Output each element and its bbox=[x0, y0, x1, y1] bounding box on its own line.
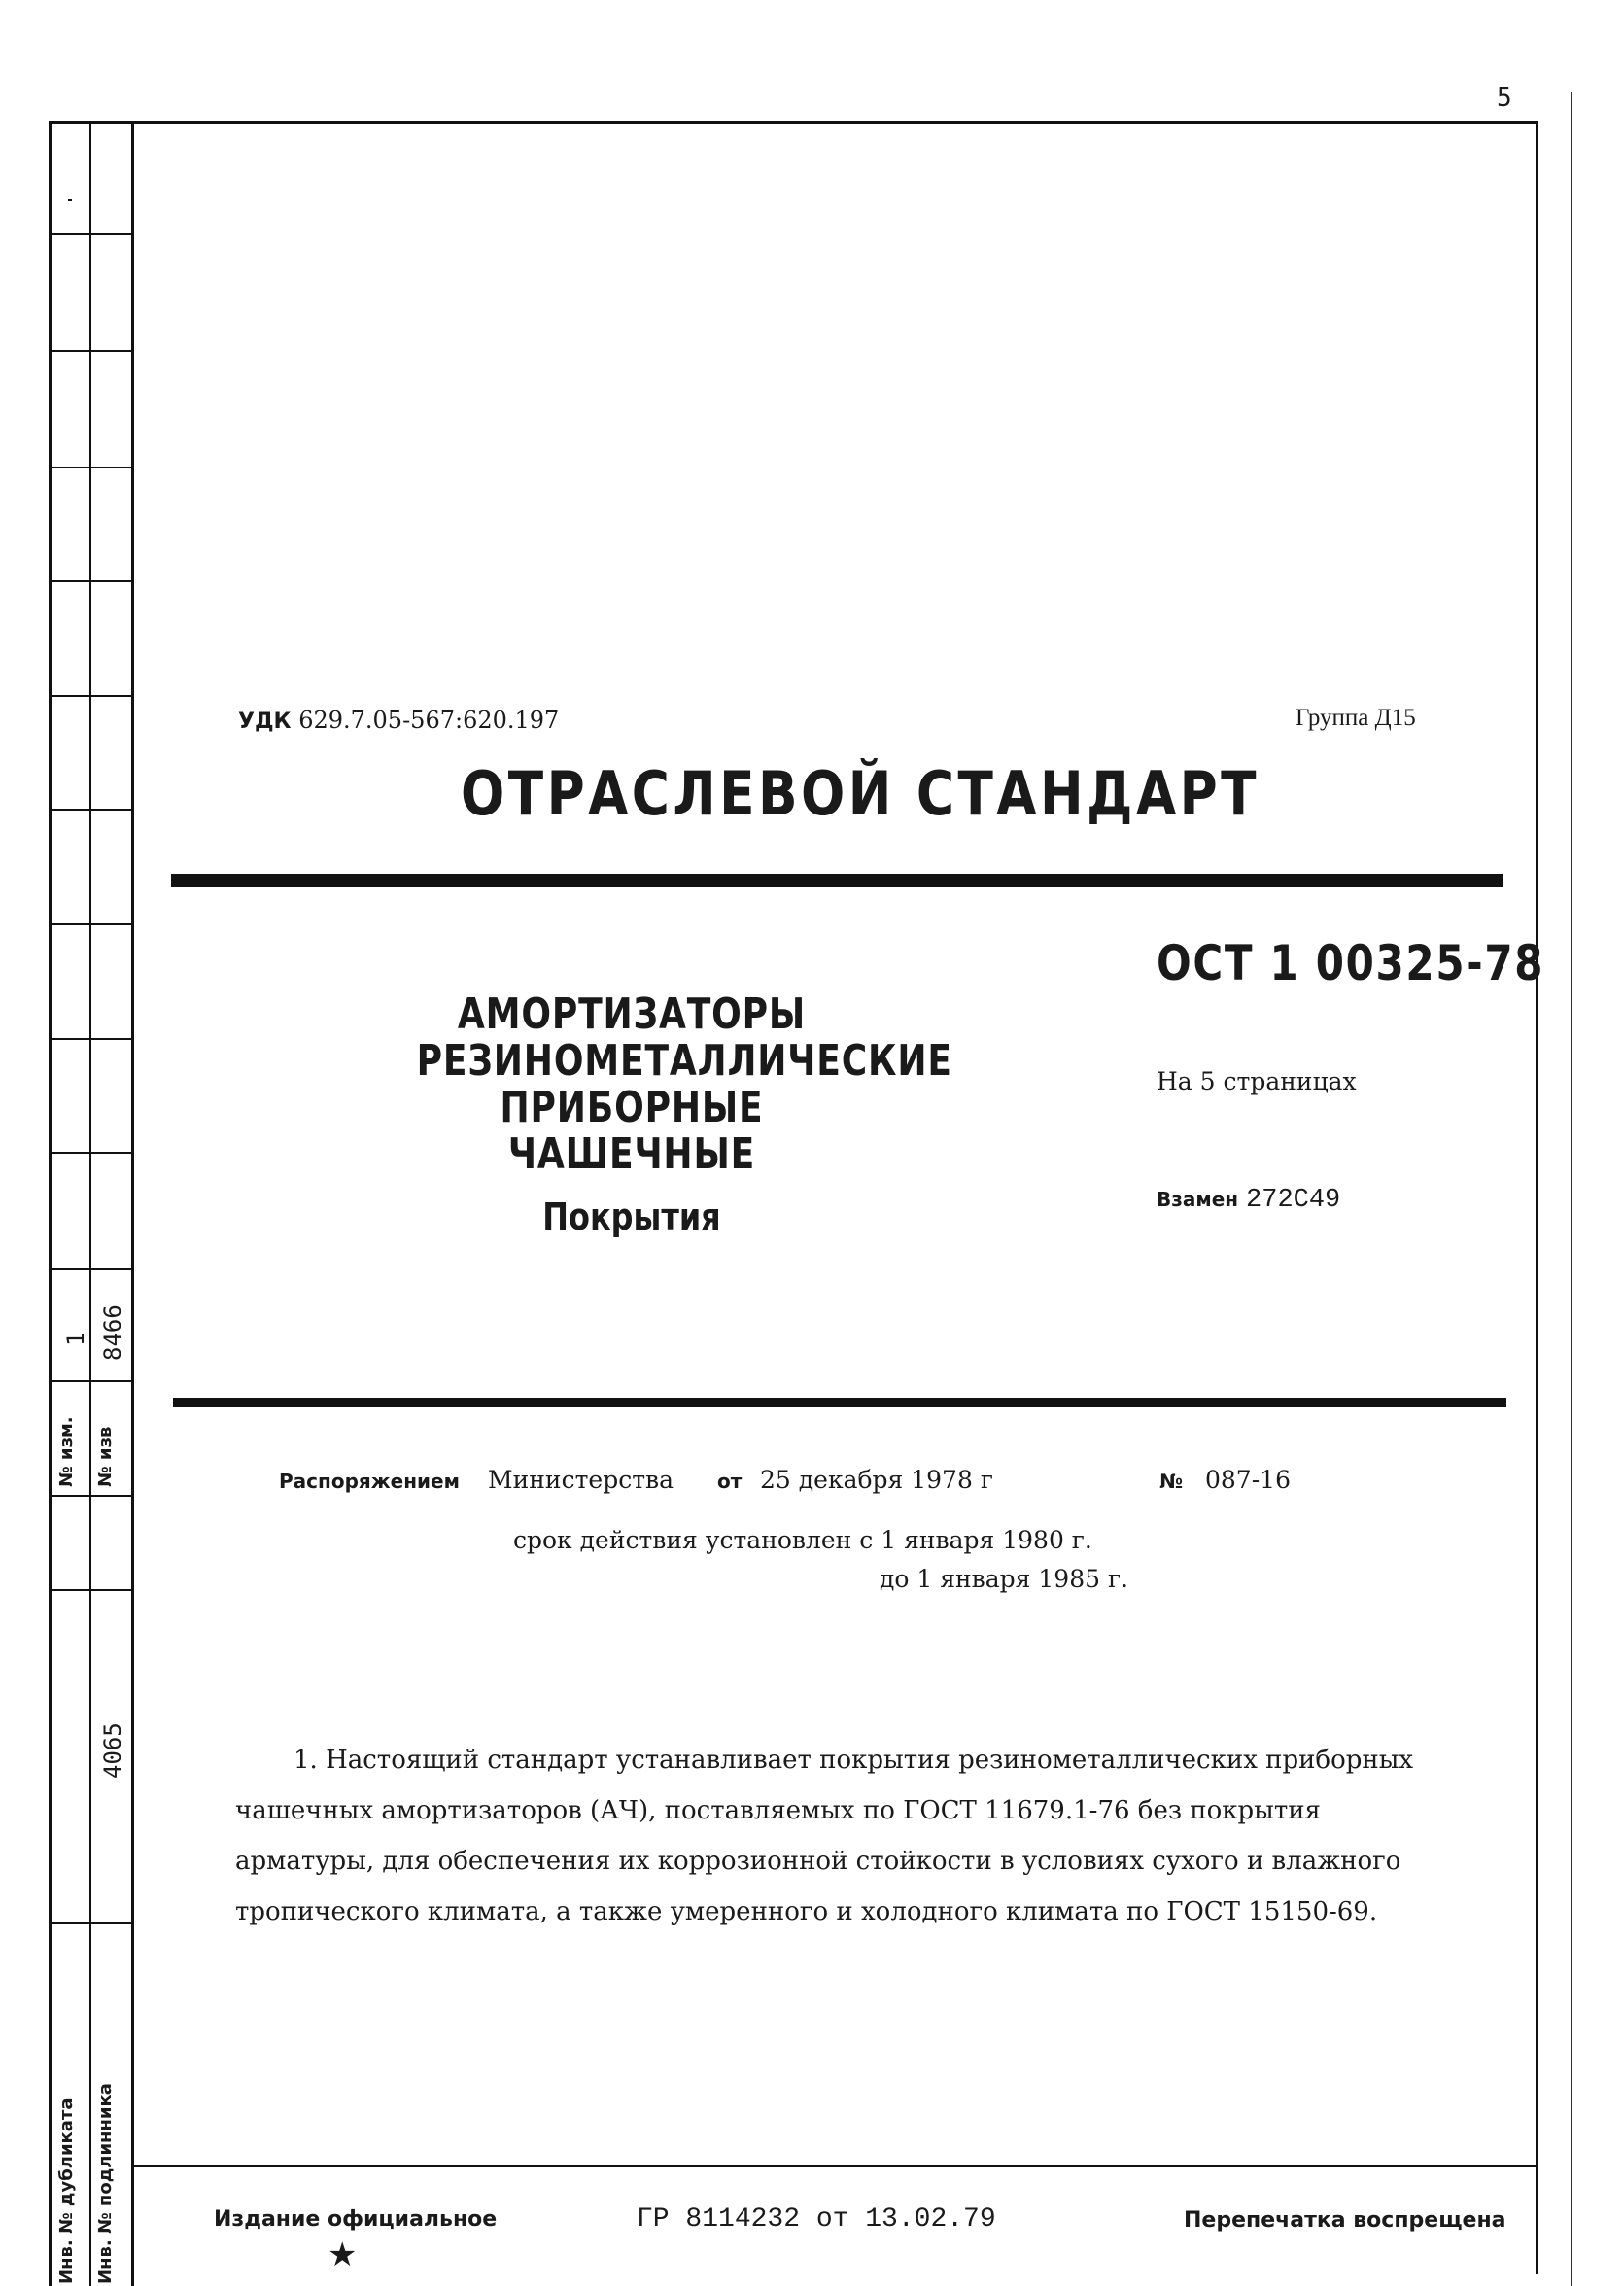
change-number-label: № изм. bbox=[56, 1416, 77, 1487]
replaces-label: Взамен bbox=[1157, 1188, 1239, 1211]
frame-top bbox=[49, 121, 1538, 124]
margin-row bbox=[49, 233, 132, 235]
margin-row bbox=[49, 923, 132, 925]
registration-number: ГР 8114232 от 13.02.79 bbox=[637, 2204, 996, 2234]
margin-row bbox=[49, 467, 132, 468]
margin-row bbox=[49, 580, 132, 582]
page-title: ОТРАСЛЕВОЙ СТАНДАРТ bbox=[461, 758, 1260, 829]
paragraph-line: чашечных амортизаторов (АЧ), поставляемых по ГОСТ 11679.1-76 без покрытия bbox=[235, 1796, 1321, 1825]
group-code: Группа Д15 bbox=[1296, 705, 1416, 731]
validity-from: срок действия установлен с 1 января 1980 г. bbox=[513, 1526, 1092, 1554]
change-number-value: 1 bbox=[62, 1332, 89, 1346]
standard-number: ОСТ 1 00325-78 bbox=[1157, 935, 1545, 991]
thick-rule-top bbox=[171, 874, 1503, 887]
margin-row bbox=[49, 1589, 132, 1591]
paragraph-line: тропического климата, а также умеренного и холодного климата по ГОСТ 15150-69. bbox=[235, 1897, 1378, 1926]
margin-row bbox=[49, 1268, 132, 1270]
title-line: ПРИБОРНЫЕ ЧАШЕЧНЫЕ bbox=[500, 1083, 764, 1179]
page-count: На 5 страницах bbox=[1157, 1067, 1357, 1095]
replaces-value: 272С49 bbox=[1246, 1186, 1341, 1215]
star-icon: ★ bbox=[328, 2235, 358, 2274]
standard-subtitle: Покрытия bbox=[542, 1195, 721, 1238]
order-date: 25 декабря 1978 г bbox=[760, 1466, 993, 1494]
margin-row bbox=[49, 1038, 132, 1040]
duplicate-inventory-label: Инв. № дубликата bbox=[56, 2097, 77, 2284]
margin-row bbox=[49, 1922, 132, 1924]
frame-right bbox=[1536, 121, 1538, 2274]
udk-value: 629.7.05-567:620.197 bbox=[298, 707, 560, 734]
thick-rule-bottom bbox=[173, 1398, 1506, 1407]
udk-label: УДК bbox=[238, 710, 292, 734]
reprint-notice: Перепечатка воспрещена bbox=[1184, 2208, 1506, 2233]
paragraph-line: 1. Настоящий стандарт устанавливает покрытия резинометаллических приборных bbox=[294, 1746, 1414, 1775]
margin-row bbox=[49, 1152, 132, 1154]
standard-title bbox=[369, 989, 952, 1238]
order-number-sign: № bbox=[1159, 1470, 1184, 1493]
page-number: 5 bbox=[1497, 84, 1512, 113]
replaces-line bbox=[1157, 1184, 1340, 1215]
title-line: АМОРТИЗАТОРЫ bbox=[457, 989, 807, 1039]
original-inventory-value: 4065 bbox=[99, 1722, 126, 1779]
notice-number-value: 8466 bbox=[99, 1304, 126, 1361]
margin-col-1 bbox=[49, 121, 52, 2286]
margin-row bbox=[49, 695, 132, 697]
margin-row bbox=[49, 809, 132, 811]
order-ministry: Министерства bbox=[488, 1466, 674, 1494]
order-label: Распоряжением bbox=[279, 1470, 460, 1493]
body-paragraph bbox=[235, 1735, 1499, 1937]
footer-rule bbox=[132, 2165, 1538, 2167]
title-line: РЕЗИНОМЕТАЛЛИЧЕСКИЕ bbox=[416, 1036, 952, 1086]
page-edge bbox=[1571, 92, 1572, 2286]
original-inventory-label: Инв. № подлинника bbox=[95, 2083, 116, 2284]
margin-col-2 bbox=[89, 121, 91, 2286]
udk-line bbox=[238, 707, 559, 734]
official-edition: Издание официальное bbox=[214, 2207, 498, 2232]
margin-row bbox=[49, 1495, 132, 1497]
notice-number-label: № изв bbox=[95, 1426, 116, 1487]
order-from: от bbox=[717, 1470, 743, 1493]
margin-row bbox=[49, 1380, 132, 1382]
validity-to: до 1 января 1985 г. bbox=[880, 1565, 1128, 1593]
order-number: 087-16 bbox=[1205, 1466, 1291, 1494]
margin-row bbox=[49, 350, 132, 352]
margin-dash bbox=[68, 199, 72, 201]
paragraph-line: арматуры, для обеспечения их коррозионной стойкости в условиях сухого и влажного bbox=[235, 1847, 1401, 1876]
frame-left-inner bbox=[131, 121, 134, 2286]
